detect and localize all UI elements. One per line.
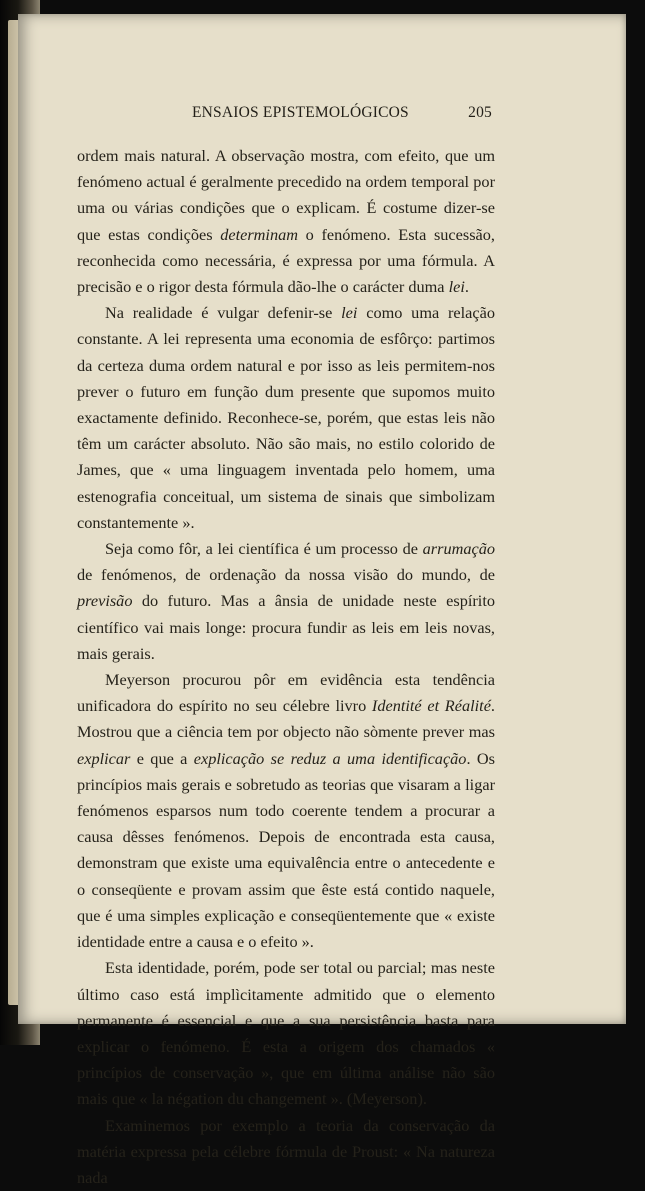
page-number: 205 (468, 104, 492, 121)
emphasis: determinam (220, 224, 298, 244)
emphasis: lei (341, 303, 358, 323)
emphasis: previsão (77, 591, 133, 611)
paragraph-5: Esta identidade, porém, pode ser total ou parcial; mas neste último caso está implìcitamente admitido que o elemento permanente é essencial e que a sua persistência basta para explicar o fenómeno. É esta a origem dos chamados « princípios de conservação », que em última análise não são mais que « la négation du changement ». (Meyerson). (77, 958, 495, 1109)
paragraph-6: Examinemos por exemplo a teoria da conservação da matéria expressa pela célebre fórmula de Proust: « Na natureza nada (77, 1115, 495, 1187)
body-text (77, 143, 495, 1191)
paragraph-3: Seja como fôr, a lei científica é um processo de arrumação de fenómenos, de ordenação da nossa visão do mundo, de previsão do futuro. Mas a ânsia de unidade neste espírito científico vai mais longe: procura fundir as leis em leis novas, mais gerais. (77, 539, 495, 663)
running-head: ENSAIOS EPISTEMOLÓGICOS (192, 104, 409, 121)
emphasis: lei (448, 277, 465, 297)
paragraph-1: ordem mais natural. A observação mostra, com efeito, que um fenómeno actual é geralmente precedido na ordem temporal por uma ou várias condições que o explicam. É costume dizer-se que estas condições determinam o fenómeno. Esta sucessão, reconhecida como necessária, é expressa por uma fórmula. A precisão e o rigor desta fórmula dão-lhe o carácter duma lei. (77, 146, 495, 297)
paragraph-2: Na realidade é vulgar defenir-se lei como uma relação constante. A lei representa uma economia de esfôrço: partimos da certeza duma ordem natural e por isso as leis permitem-nos prever o futuro em função dum presente que supomos muito exactamente definido. Reconhece-se, porém, que estas leis não têm um carácter absoluto. Não são mais, no estilo colorido de James, que « uma linguagem inventada pelo homem, uma estenografia conceitual, um sistema de sinais que simbolizam constantemente ». (77, 303, 495, 532)
paragraph-4: Meyerson procurou pôr em evidência esta tendência unificadora do espírito no seu célebre livro Identité et Réalité. Mostrou que a ciência tem por objecto não sòmente prever mas explicar e que a explicação se reduz a uma identificação. Os princípios mais gerais e sobretudo as teorias que visaram a ligar fenómenos esparsos num todo coerente tendem a procurar a causa dêsses fenómenos. Depois de encontrada esta causa, demonstram que existe uma equivalência entre o antecedente e o conseqüente e provam assim que êste está contido naquele, que é uma simples explicação e conseqüentemente que « existe identidade entre a causa e o efeito ». (77, 670, 495, 952)
book-title: Identité et Réalité (371, 696, 491, 716)
emphasis: explicação se reduz a uma identificação (193, 748, 467, 768)
emphasis: explicar (77, 748, 131, 768)
emphasis: arrumação (422, 539, 495, 559)
